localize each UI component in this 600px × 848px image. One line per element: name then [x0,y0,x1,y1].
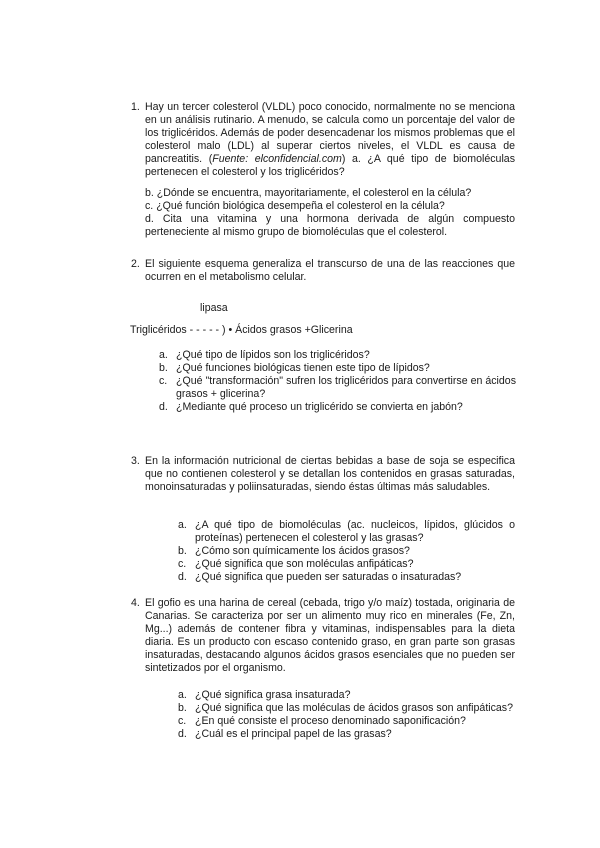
enzyme-label: lipasa [200,302,228,314]
subquestion-text: ¿Cuál es el principal papel de las grasas? [195,728,392,740]
subquestion-text: ¿Qué "transformación" sufren los triglicéridos para convertirse en ácidos grasos + glicerina? [176,375,516,400]
list-item [178,728,515,741]
list-item [178,689,515,702]
subquestion-text: ¿Qué función biológica desempeña el colesterol en la célula? [156,200,445,212]
question-text [145,101,515,179]
subquestion-label: b. [178,702,187,714]
subquestion-text: ¿En qué consiste el proceso denominado saponificación? [195,715,466,727]
subquestion-text: ¿Cómo son químicamente los ácidos grasos? [195,545,410,557]
subquestion-label: d. [145,213,154,225]
list-item [178,715,515,728]
subquestion-label: b. [159,362,168,374]
subquestion-text: Cita una vitamina y una hormona derivada de algún compuesto perteneciente al mismo grupo de biomoléculas que el colesterol. [145,213,515,238]
subquestion-list [145,187,515,239]
subquestion-text: ¿Qué tipo de lípidos son los triglicéridos? [176,349,370,361]
question-number: 2. [131,258,140,270]
question-text-part: Hay un tercer colesterol (VLDL) poco conocido, normalmente no se menciona en un análisis rutinario. A menudo, se calcula como un porcentaje del valor de los triglicéridos. Además de poder desencadenar los mismos problemas que el colesterol malo (LDL) al superar ciertos niveles, el VLDL es causa de pancreatitis. ( [145,101,515,165]
subquestion-text: ¿Qué significa que las moléculas de ácidos grasos son anfipáticas? [195,702,513,714]
subquestion-text: ¿Qué significa que son moléculas anfipáticas? [195,558,414,570]
subquestion-label: a. [178,519,187,531]
subquestion-label: d. [178,728,187,740]
list-item [178,702,515,715]
subquestion-list [178,519,515,584]
list-item [178,571,515,584]
question-number: 4. [131,597,140,609]
subquestion-label: c. [159,375,168,387]
subquestion-text: ¿Mediante qué proceso un triglicérido se convierta en jabón? [176,401,463,413]
list-item [159,375,516,401]
list-item [145,200,515,213]
subquestion-text: ¿Qué significa que pueden ser saturadas o insaturadas? [195,571,462,583]
list-item [145,213,515,239]
question-text: En la información nutricional de ciertas bebidas a base de soja se especifica que no contienen colesterol y se detallan los contenidos en grasas saturadas, monoinsaturadas y poliinsaturadas, siendo éstas últimas más saludables. [145,455,515,493]
list-item [178,545,515,558]
list-item [178,558,515,571]
subquestion-text: ¿A qué tipo de biomoléculas (ac. nucleicos, lípidos, glúcidos o proteínas) pertenecen el colesterol y las grasas? [195,519,515,544]
question-3 [131,455,515,494]
subquestion-label: a. [159,349,168,361]
reaction-equation: Triglicéridos - - - - - ) • Ácidos grasos +Glicerina [130,324,353,336]
subquestion-list [159,349,516,414]
question-text: El siguiente esquema generaliza el transcurso de una de las reacciones que ocurren en el metabolismo celular. [145,258,515,283]
question-text: El gofio es una harina de cereal (cebada, trigo y/o maíz) tostada, originaria de Canarias. Se caracteriza por ser un alimento muy rico en minerales (Fe, Zn, Mg...) además de contener fibra y vitaminas, indispensables para la dieta diaria. Es un producto con escaso contenido graso, en gran parte son grasas insaturadas, destacando algunos ácidos grasos esenciales que no pueden ser sintetizados por el organismo. [145,597,515,674]
source-citation: Fuente: elconfidencial.com [212,153,342,165]
subquestion-text: ¿Qué funciones biológicas tienen este tipo de lípidos? [176,362,430,374]
list-item [159,349,516,362]
question-number: 1. [131,101,140,113]
subquestion-label: b. [178,545,187,557]
question-text-part: ) a. ¿A qué tipo de biomoléculas pertenecen el colesterol y los triglicéridos? [145,153,515,178]
list-item [178,519,515,545]
subquestion-label: c. [145,200,154,212]
subquestion-label: a. [178,689,187,701]
question-1 [131,101,515,239]
list-item [159,401,516,414]
list-item [145,187,515,200]
question-4 [131,597,515,675]
question-number: 3. [131,455,140,467]
subquestion-label: d. [159,401,168,413]
list-item [159,362,516,375]
subquestion-label: d. [178,571,187,583]
subquestion-label: c. [178,558,187,570]
subquestion-label: c. [178,715,187,727]
question-2 [131,258,515,284]
subquestion-text: ¿Dónde se encuentra, mayoritariamente, el colesterol en la célula? [156,187,472,199]
subquestion-text: ¿Qué significa grasa insaturada? [195,689,351,701]
subquestion-list [178,689,515,741]
subquestion-label: b. [145,187,154,199]
